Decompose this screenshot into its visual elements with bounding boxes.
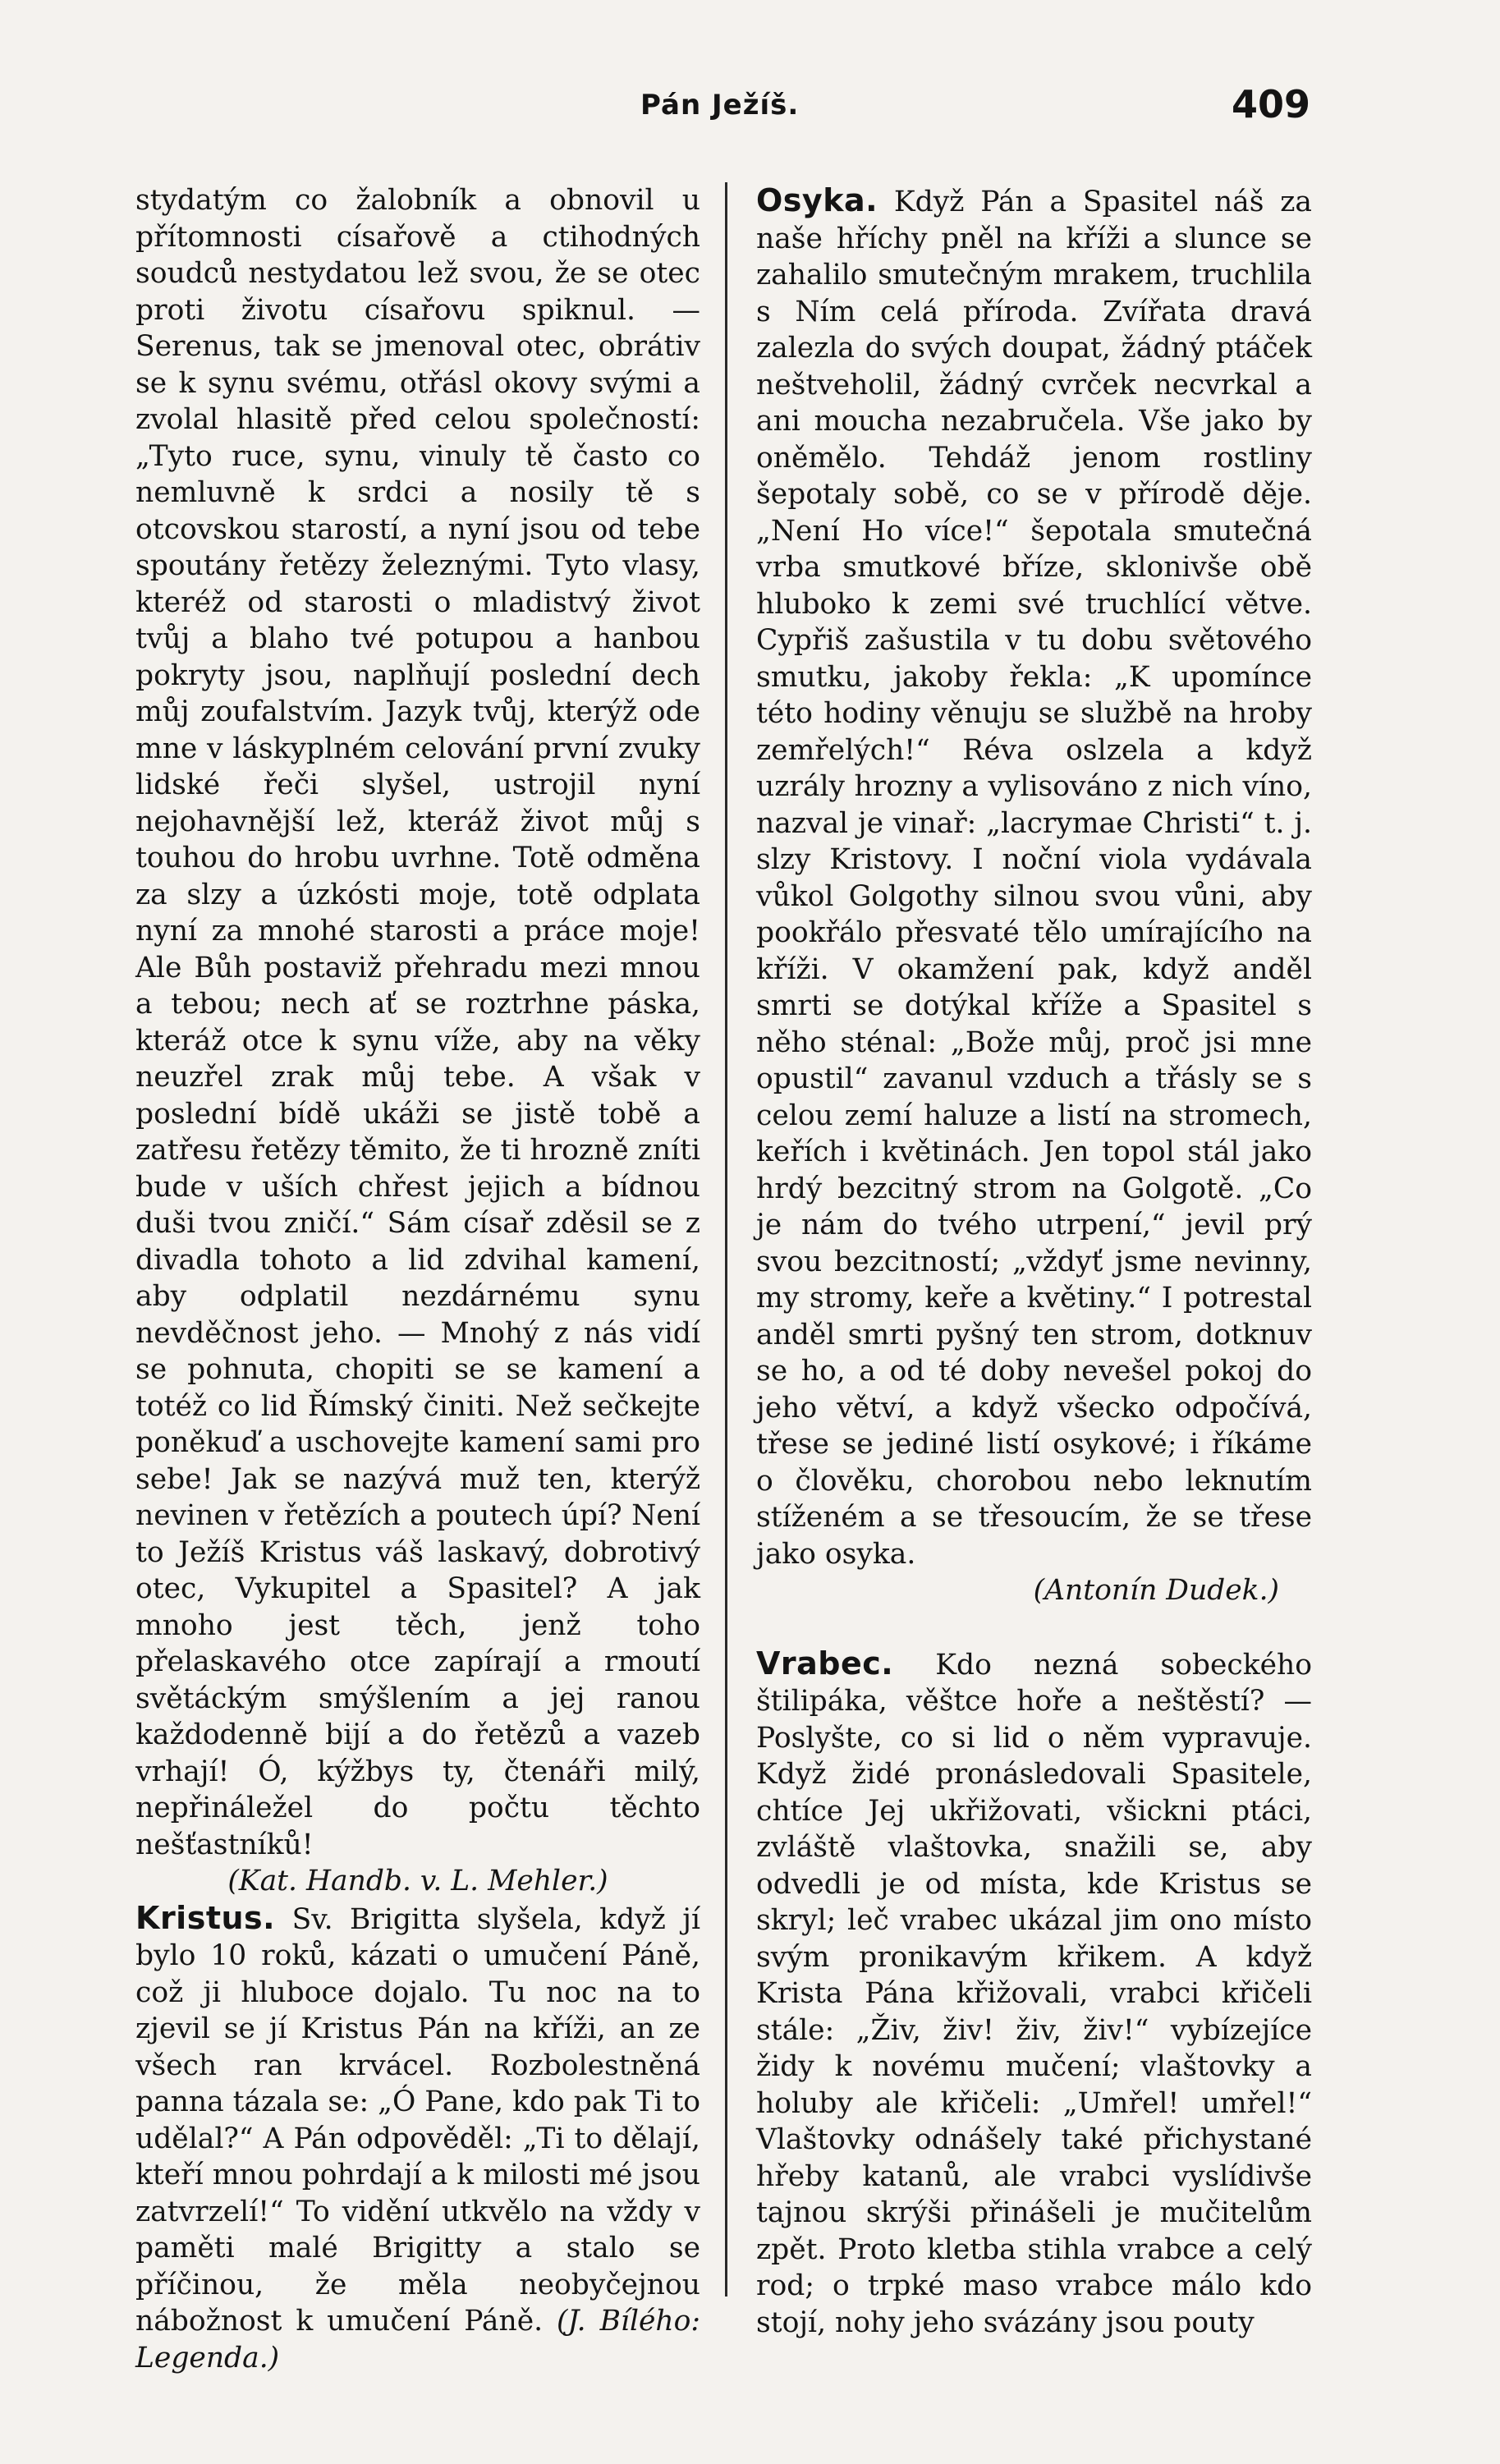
page-header: [0, 82, 1500, 138]
source-citation: (J. Bílého: Legenda.): [135, 2305, 701, 2375]
right-column: [756, 182, 1312, 2341]
entry-body: Sv. Brigitta slyšela, když jí bylo 10 roků, kázati o umučení Páně, což ji hluboce dojalo. Tu noc na to zjevil se jí Kristus Pán na kříži, an ze všech ran krvácel. Rozbolestněná panna tázala se: „Ó Pane, kdo pak Ti to udělal?“ A Pán odpověděl: „Ti to dělají, kteří mnou pohrdají a k milosti mé jsou zatvrzelí!“ To vidění utkvělo na vždy v paměti malé Brigitty a stalo se příčinou, že měla neobyčejnou nábožnost k umučení Páně.: [135, 1902, 701, 2338]
entry-body: Když Pán a Spasitel náš za naše hříchy pněl na kříži a slunce se zahalilo smutečným mrakem, truchlila s Ním celá příroda. Zvířata dravá zalezla do svých doupat, žádný ptáček neštveholil, žádný cvrček necvrkal a ani moucha nezabručela. Vše jako by oněmělo. Tehdáž jenom rostliny šepotaly sobě, co se v přírodě děje. „Není Ho více!“ šepotala smutečná vrba smutkové bříze, sklonivše obě hluboko k zemi své truchlící větve. Cypřiš zašustila v tu dobu světového smutku, jakoby řekla: „K upomínce této hodiny věnuju se službě na hroby zemřelých!“ Réva oslzela a když uzrály hrozny a vylisováno z nich víno, nazval je vinař: „lacrymae Christi“ t. j. slzy Kristovy. I noční viola vydávala vůkol Golgothy silnou svou vůni, aby pookřálo přesvaté tělo umírajícího na kříži. V okamžení pak, když anděl smrti se dotýkal kříže a Spasitel s něho sténal: „Bože můj, proč jsi mne opustil“ zavanul vzduch a třásly se s celou zemí haluze a listí na stromech, keřích i květinách. Jen topol stál jako hrdý bezcitný strom na Golgotě. „Co je nám do tvého utrpení,“ jevil prý svou bezcitností; „vždyť jsme nevinny, my stromy, keře a květiny.“ I potrestal anděl smrti pyšný ten strom, dotknuv se ho, a od té doby nevešel pokoj do jeho větví, a když všecko odpočívá, třese se jediné listí osykové; i říkáme o člověku, chorobou nebo leknutím stíženém a se třesoucím, že se třese jako osyka.: [756, 186, 1312, 1571]
source-citation: (Antonín Dudek.): [1033, 1574, 1279, 1607]
source-citation: (Kat. Handb. v. L. Mehler.): [227, 1865, 608, 1897]
entry-heading: Vrabec.: [756, 1645, 894, 1682]
entry-body: Kdo nezná sobeckého štilipáka, věštce hoře a neštěstí? — Poslyšte, co si lid o něm vypravuje. Když židé pronásledovali Spasitele, chtíce Jej ukřižovati, všickni ptáci, zvláště vlaštovka, snažili se, aby odvedli je od místa, kde Kristus se skryl; leč vrabec ukázal jim ono místo svým pronikavým křikem. A když Krista Pána křižovali, vrabci křičeli stále: „Živ, živ! živ, živ!“ vybízejíce židy k novému mučení; vlaštovky a holuby ale křičeli: „Umřel! umřel!“ Vlaštovky odnášely také přichystané hřeby katanů, ale vrabci vyslídivše tajnou skrýši přinášeli je mučitelům zpět. Proto kletba stihla vrabce a celý rod; o trpké maso vrabce málo kdo stojí, nohy jeho svázány jsou pouty: [756, 1648, 1313, 2339]
running-title: Pán Ježíš.: [640, 89, 800, 122]
column-divider: [725, 182, 727, 2297]
entry-heading: Osyka.: [756, 182, 878, 218]
entry-kristus: [135, 1900, 700, 2377]
entry-vrabec: [756, 1645, 1312, 2342]
page-number: 409: [1232, 82, 1311, 126]
spacer: [756, 1609, 1312, 1645]
entry-osyka: [756, 182, 1312, 1572]
left-column: [135, 182, 700, 2376]
serenus-paragraph: stydatým co žalobník a obnovil u přítomnosti císařově a ctihodných soudců nestydatou lež svou, že se otec proti životu císařovu spiknul. — Serenus, tak se jmenoval otec, obrátiv se k synu svému, otřásl okovy svými a zvolal hlasitě před celou společností: „Tyto ruce, synu, vinuly tě často co nemluvně k srdci a nosily tě s otcovskou starostí, a nyní jsou od tebe spoutány řetězy železnými. Tyto vlasy, kteréž od starosti o mladistvý život tvůj a blaho tvé potupou a hanbou pokryty jsou, naplňují poslední dech můj zoufalstvím. Jazyk tvůj, kterýž ode mne v láskyplném celování první zvuky lidské řeči slyšel, ustrojil nyní nejohavnější lež, kteráž život můj s touhou do hrobu uvrhne. Totě odměna za slzy a úzkósti moje, totě odplata nyní za mnohé starosti a práce moje! Ale Bůh postaviž přehradu mezi mnou a tebou; nech ať se roztrhne páska, kteráž otce k synu víže, aby na věky neuzřel zrak můj tebe. A však v poslední bídě ukáži se jistě tobě a zatřesu řetězy těmito, že ti hrozně zníti bude v uších chřest jejich a bídnou duši tvou zničí.“ Sám císař zděsil se z divadla tohoto a lid zdvihal kamení, aby odplatil nezdárnému synu nevděčnost jeho. — Mnohý z nás vidí se pohnuta, chopiti se se kamení a totéž co lid Římský činiti. Než sečkejte poněkuď a uschovejte kamení sami pro sebe! Jak se nazývá muž ten, kterýž nevinen v řetězích a poutech úpí? Není to Ježíš Kristus váš laskavý, dobrotivý otec, Vykupitel a Spasitel? A jak mnoho jest těch, jenž toho přelaskavého otce zapírají a rmoutí světáckým smýšlením a jej ranou každodenně bijí a do řetězů a vazeb vrhají! Ó, kýžbys ty, čtenáři milý, nepřináležel do počtu těchto nešťastníků!: [135, 184, 700, 1861]
entry-heading: Kristus.: [135, 1899, 276, 1936]
